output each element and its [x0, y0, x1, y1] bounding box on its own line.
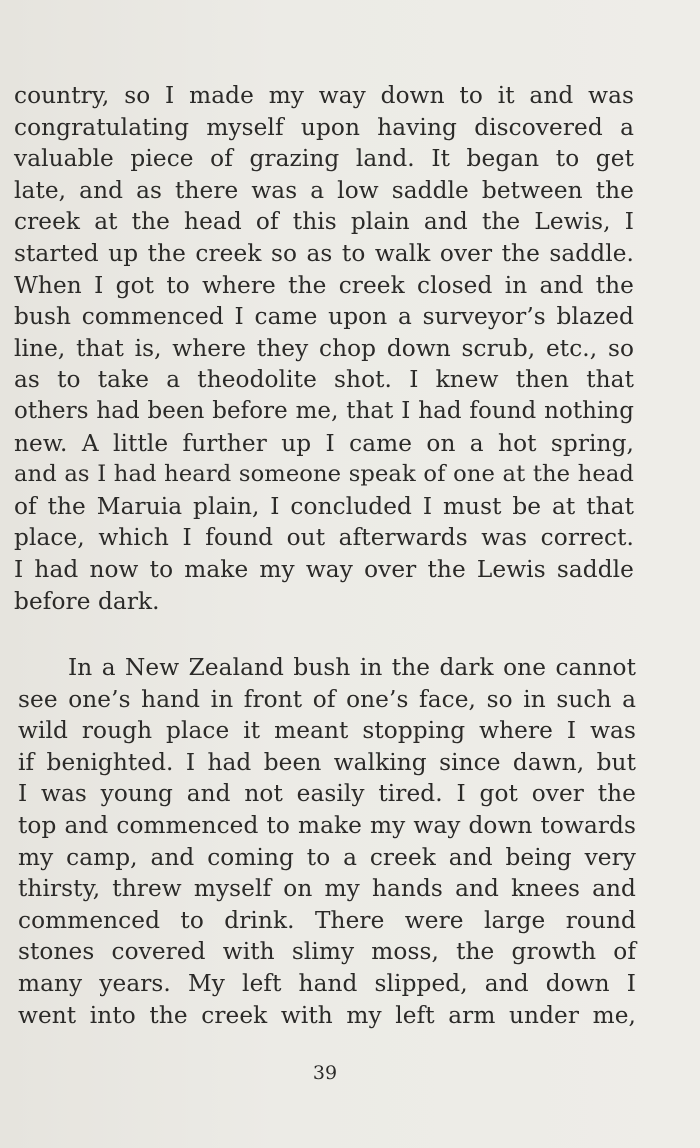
- text-line: started up the creek so as to walk over the saddle.: [14, 239, 634, 267]
- text-line: others had been before me, that I had found nothing: [14, 397, 634, 424]
- text-line: bush commenced I came upon a surveyor’s blazed: [14, 303, 634, 331]
- text-line: as to take a theodolite shot. I knew then that: [14, 366, 634, 394]
- paragraph-2: [18, 652, 636, 1031]
- text-line: my camp, and coming to a creek and being very: [18, 843, 636, 871]
- text-line: thirsty, threw myself on my hands and knees and: [18, 875, 636, 903]
- text-line: I had now to make my way over the Lewis saddle: [14, 555, 634, 583]
- text-line: new. A little further up I came on a hot spring,: [14, 429, 634, 457]
- text-line: I was young and not easily tired. I got over the: [18, 780, 636, 808]
- text-line: of the Maruia plain, I concluded I must be at that: [14, 492, 634, 520]
- text-line: valuable piece of grazing land. It began to get: [14, 145, 634, 173]
- text-line: place, which I found out afterwards was correct.: [14, 524, 634, 552]
- text-line: top and commenced to make my way down towards: [18, 811, 636, 839]
- text-line: before dark.: [14, 587, 160, 615]
- text-line: commenced to drink. There were large round: [18, 906, 636, 934]
- text-line: congratulating myself upon having discovered a: [14, 113, 634, 141]
- text-line: In a New Zealand bush in the dark one cannot: [68, 654, 636, 681]
- text-line: creek at the head of this plain and the Lewis, I: [14, 208, 634, 236]
- text-line: many years. My left hand slipped, and down I: [18, 969, 636, 997]
- text-line: stones covered with slimy moss, the growth of: [18, 938, 636, 966]
- text-line: see one’s hand in front of one’s face, so in such a: [18, 685, 636, 713]
- text-line: wild rough place it meant stopping where I was: [18, 717, 636, 745]
- paragraph-1: [14, 80, 634, 617]
- text-line: and as I had heard someone speak of one at the head: [14, 461, 634, 488]
- text-line: if benighted. I had been walking since dawn, but: [18, 748, 636, 776]
- text-line: When I got to where the creek closed in and the: [14, 271, 634, 299]
- text-line: country, so I made my way down to it and was: [14, 82, 634, 109]
- text-line: late, and as there was a low saddle between the: [14, 176, 634, 204]
- page-number: 39: [312, 1062, 338, 1084]
- text-line: line, that is, where they chop down scrub, etc., so: [14, 334, 634, 362]
- text-line: went into the creek with my left arm under me,: [18, 1001, 636, 1029]
